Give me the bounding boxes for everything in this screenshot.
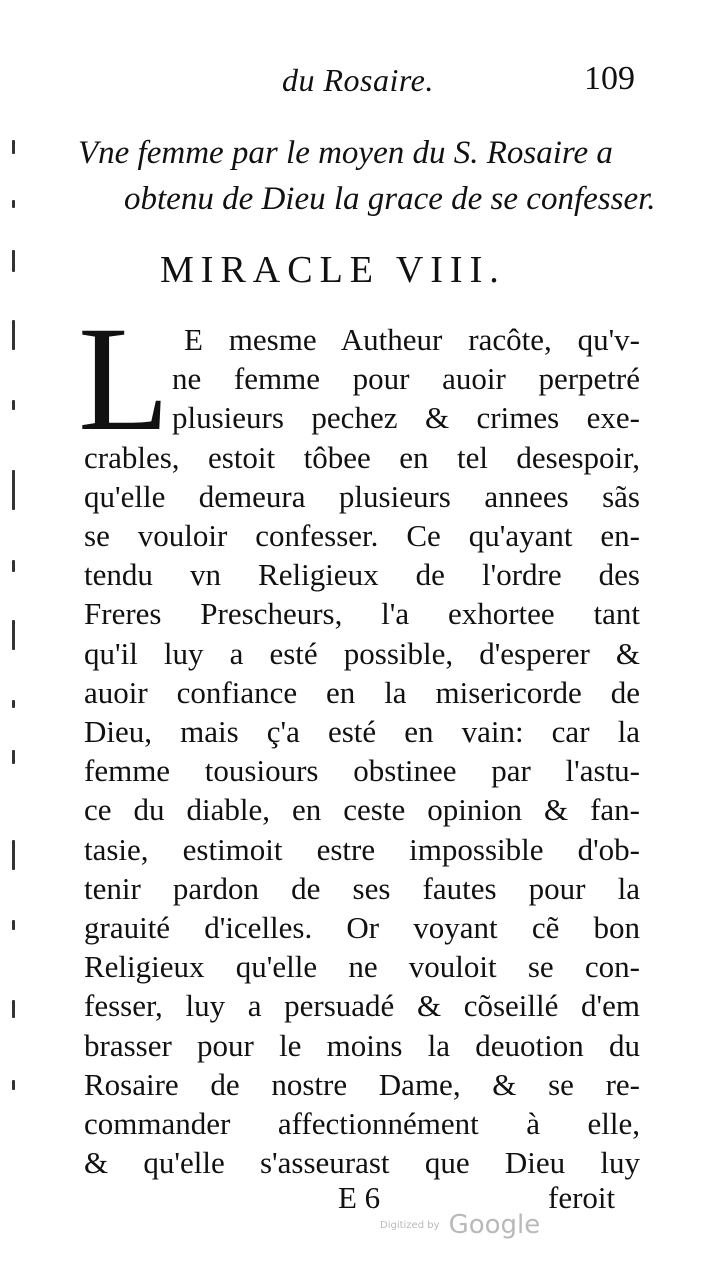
summary-line: obtenu de Dieu la grace de se confesser.: [124, 181, 656, 217]
page-footer: [0, 1180, 718, 1220]
text-line: ce du diable, en ceste opinion & fan-: [84, 792, 640, 828]
text-line: auoir confiance en la misericorde de: [84, 674, 640, 710]
page-number: 109: [584, 60, 635, 97]
signature-mark: E 6: [338, 1180, 381, 1215]
catchword: feroit: [548, 1180, 616, 1215]
watermark-caption: Digitized by: [380, 1219, 440, 1231]
chapter-summary: [70, 130, 656, 222]
text-line: grauité d'icelles. Or voyant cẽ bon: [84, 910, 640, 946]
chapter-heading: MIRACLE VIII.: [160, 249, 506, 291]
text-line: crables, estoit tôbee en tel desespoir,: [84, 439, 640, 475]
text-line: plusieurs pechez & crimes exe-: [172, 400, 640, 436]
text-line: brasser pour le moins la deuotion du: [84, 1027, 640, 1063]
running-head: [0, 54, 718, 104]
text-line: & qu'elle s'asseurast que Dieu luy: [84, 1145, 640, 1181]
text-line: se vouloir confesser. Ce qu'ayant en-: [84, 518, 640, 554]
body-text: [84, 320, 644, 1182]
text-line: tenir pardon de ses fautes pour la: [84, 870, 640, 906]
running-title: du Rosaire.: [282, 62, 434, 98]
text-line: Freres Prescheurs, l'a exhortee tant: [84, 596, 640, 632]
watermark-logo: Google: [448, 1210, 541, 1240]
text-line: qu'elle demeura plusieurs annees sãs: [84, 478, 640, 514]
drop-cap: L: [78, 296, 170, 462]
scan-edge-marks: [8, 140, 22, 1140]
text-line: E mesme Autheur racôte, qu'v-: [184, 322, 640, 357]
text-line: fesser, luy a persuadé & cõseillé d'em: [84, 988, 640, 1024]
text-line: qu'il luy a esté possible, d'esperer &: [84, 635, 640, 671]
text-line: tasie, estimoit estre impossible d'ob-: [84, 831, 640, 867]
text-line: commander affectionnément à elle,: [84, 1106, 640, 1142]
text-line: Religieux qu'elle ne vouloit se con-: [84, 949, 640, 985]
text-line: Dieu, mais ç'a esté en vain: car la: [84, 714, 640, 750]
digitized-watermark: [380, 1210, 540, 1240]
text-line: femme tousiours obstinee par l'astu-: [84, 753, 640, 789]
text-line: ne femme pour auoir perpetré: [172, 361, 640, 397]
text-line: Rosaire de nostre Dame, & se re-: [84, 1066, 640, 1102]
text-line: tendu vn Religieux de l'ordre des: [84, 557, 640, 593]
summary-line: Vne femme par le moyen du S. Rosaire a: [78, 135, 613, 171]
